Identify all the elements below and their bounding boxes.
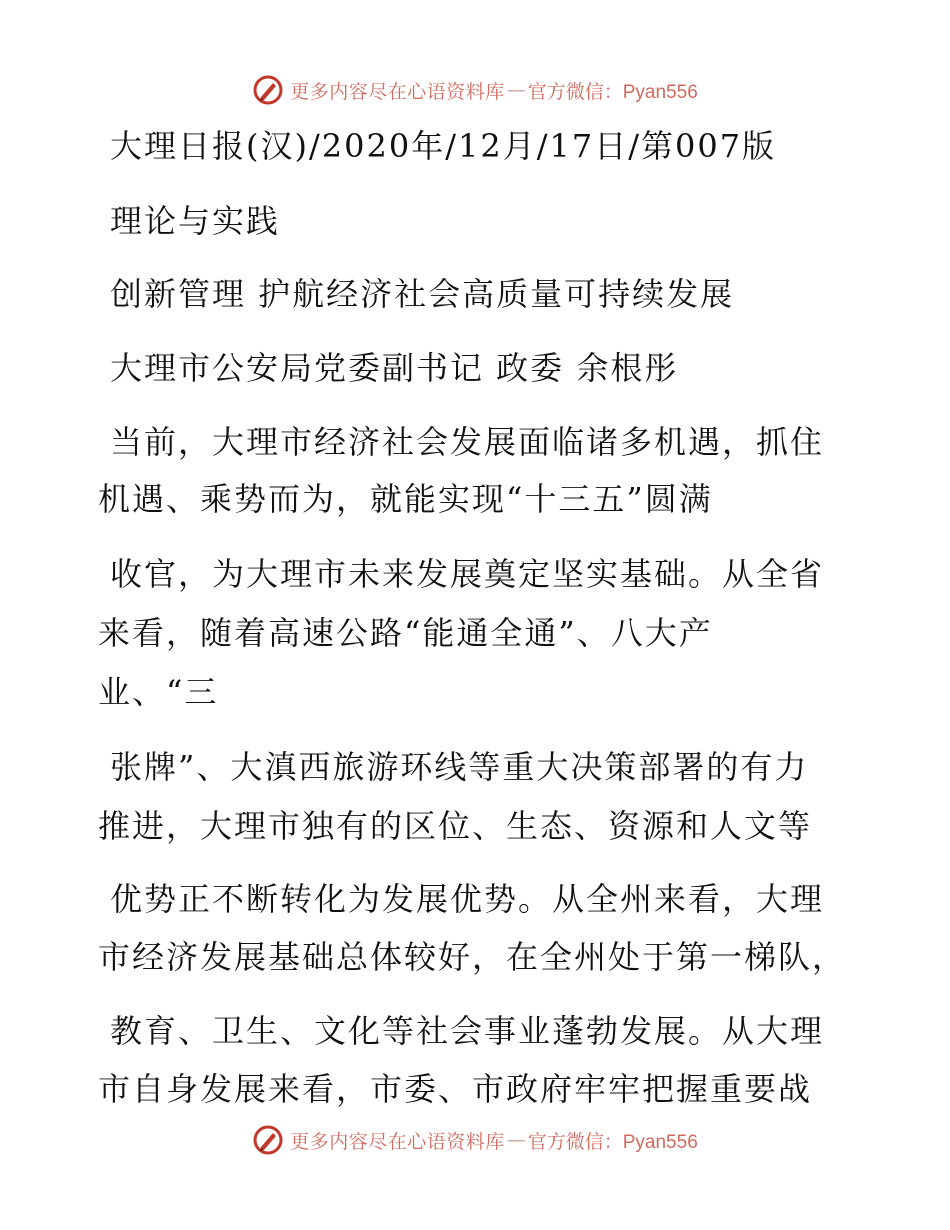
watermark-contact: 官方微信：Pyan556 — [527, 1131, 698, 1153]
section-line: 理论与实践 — [110, 202, 281, 240]
body-line: 推进，大理市独有的区位、生态、资源和人文等 — [98, 807, 813, 845]
watermark-separator: — — [506, 1129, 526, 1151]
body-line: 市经济发展基础总体较好，在全州处于第一梯队， — [98, 938, 847, 976]
watermark-banner-bottom — [0, 1120, 950, 1160]
pen-circle-logo-icon — [252, 1124, 284, 1156]
body-line: 教育、卫生、文化等社会事业蓬勃发展。从大理 — [110, 1012, 825, 1050]
pen-circle-logo-icon — [252, 74, 284, 106]
watermark-text: 更多内容尽在心语资料库 — [290, 80, 505, 103]
watermark-separator: — — [506, 79, 526, 101]
body-line: 市自身发展来看，市委、市政府牢牢把握重要战 — [98, 1070, 813, 1108]
body-line: 来看，随着高速公路“能通全通”、八大产 — [98, 614, 713, 652]
body-line: 机遇、乘势而为，就能实现“十三五”圆满 — [98, 480, 713, 518]
source-line: 大理日报(汉)/2020年/12月/17日/第007版 — [110, 127, 777, 165]
watermark-text: 更多内容尽在心语资料库 — [290, 1130, 505, 1153]
body-line: 张牌”、大滇西旅游环线等重大决策部署的有力 — [110, 748, 809, 786]
body-line: 收官，为大理市未来发展奠定坚实基础。从全省 — [110, 555, 825, 593]
watermark-contact: 官方微信：Pyan556 — [527, 81, 698, 103]
body-line: 业、“三 — [98, 673, 219, 711]
watermark-banner-top — [0, 70, 950, 110]
body-line: 当前，大理市经济社会发展面临诸多机遇，抓住 — [110, 423, 825, 461]
body-line: 优势正不断转化为发展优势。从全州来看，大理 — [110, 880, 825, 918]
article-title: 创新管理 护航经济社会高质量可持续发展 — [110, 275, 735, 313]
author-line: 大理市公安局党委副书记 政委 余根彤 — [110, 349, 679, 387]
